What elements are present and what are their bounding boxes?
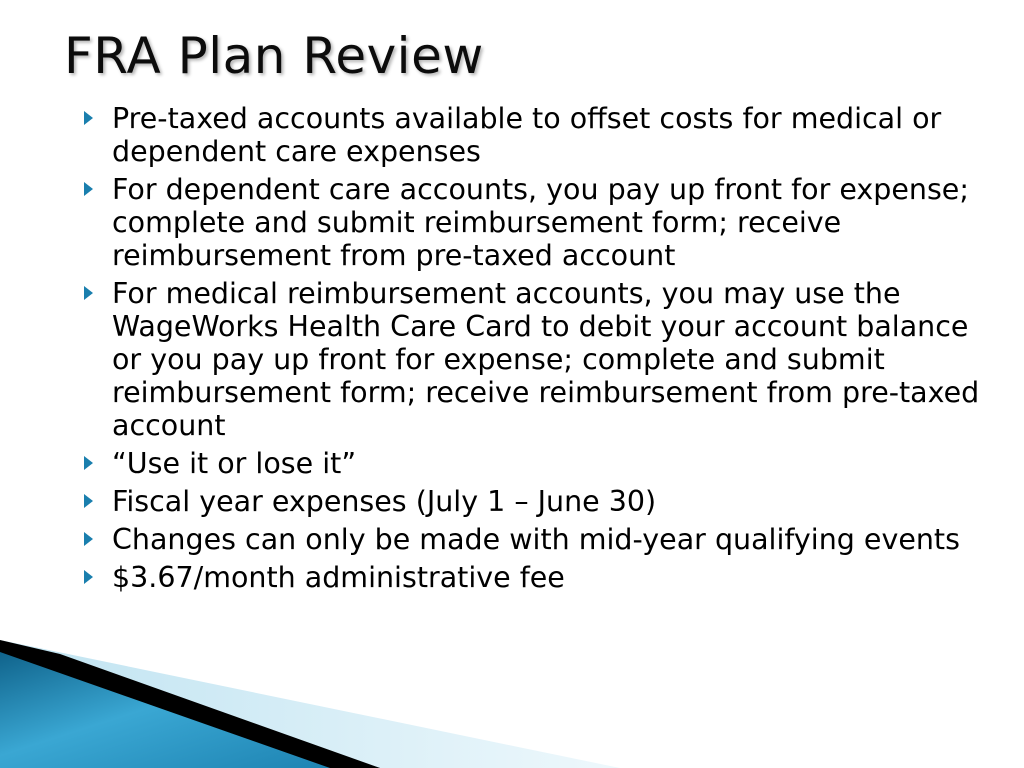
bullet-text: $3.67/month administrative fee	[112, 561, 565, 594]
bullet-text: For dependent care accounts, you pay up front for expense; complete and submit reimbursement form; receive reimbursement from pre-taxed account	[112, 173, 969, 272]
bullet-item	[80, 102, 980, 168]
triangle-right-icon	[84, 286, 93, 300]
bullet-item	[80, 173, 980, 272]
bullet-item	[80, 523, 980, 556]
bullet-text: Fiscal year expenses (July 1 – June 30)	[112, 485, 657, 518]
bullet-text: For medical reimbursement accounts, you may use the WageWorks Health Care Card to debit your account balance or you pay up front for expense; complete and submit reimbursement form; receive reimbursement from pre-taxed account	[112, 277, 980, 442]
bullet-text: Changes can only be made with mid-year qualifying events	[112, 523, 960, 556]
triangle-right-icon	[84, 570, 93, 584]
triangle-right-icon	[84, 532, 93, 546]
triangle-right-icon	[84, 111, 93, 125]
bullet-list	[80, 102, 980, 599]
bullet-item	[80, 561, 980, 594]
slide-title: FRA Plan Review	[64, 27, 484, 85]
bullet-text: “Use it or lose it”	[112, 447, 357, 480]
bullet-item	[80, 277, 980, 442]
triangle-right-icon	[84, 494, 93, 508]
bullet-item	[80, 447, 980, 480]
bullet-text: Pre-taxed accounts available to offset costs for medical or dependent care expenses	[112, 102, 942, 168]
triangle-right-icon	[84, 182, 93, 196]
bullet-item	[80, 485, 980, 518]
decorative-swoosh	[0, 600, 1024, 768]
triangle-right-icon	[84, 456, 93, 470]
